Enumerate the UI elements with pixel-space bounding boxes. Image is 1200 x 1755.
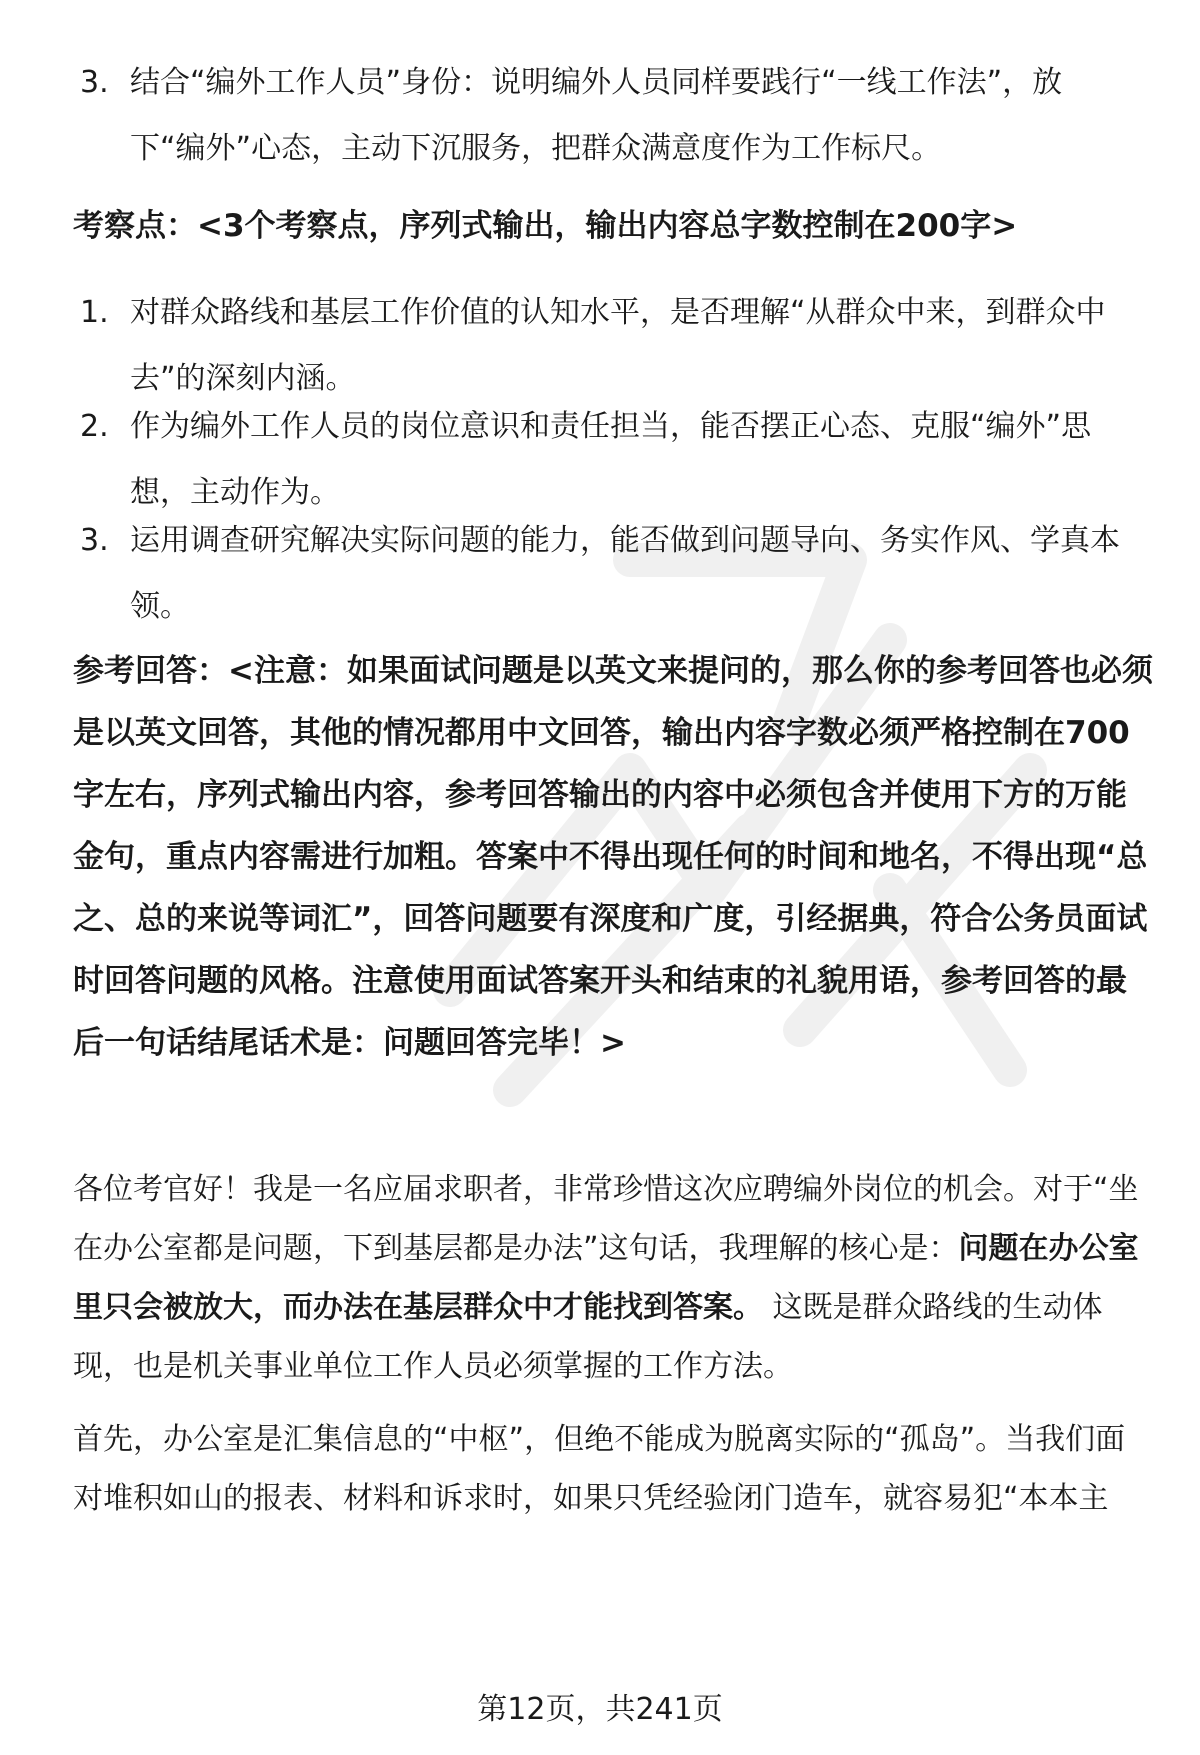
list-item-number: 1. xyxy=(80,295,109,330)
list-item xyxy=(80,50,1130,182)
list-item xyxy=(80,280,1130,412)
top-list xyxy=(80,50,1130,182)
list-item-text: 作为编外工作人员的岗位意识和责任担当，能否摆正心态、克服“编外”思想，主动作为。 xyxy=(130,409,1092,510)
points-list xyxy=(80,280,1130,640)
answer-emphasis: 问题在办公室里只会被放大，而办法在基层群众中才能找到答案。 xyxy=(73,1231,1139,1325)
list-item xyxy=(80,508,1130,640)
answer-text: 各位考官好！我是一名应届求职者，非常珍惜这次应聘编外岗位的机会。对于“坐在办公室都是问题，下到基层都是办法”这句话，我理解的核心是： xyxy=(73,1172,1139,1266)
answer-paragraph-1 xyxy=(73,1160,1153,1396)
list-item-text: 结合“编外工作人员”身份：说明编外人员同样要践行“一线工作法”，放下“编外”心态，主动下沉服务，把群众满意度作为工作标尺。 xyxy=(130,65,1063,166)
answer-paragraph-2: 首先，办公室是汇集信息的“中枢”，但绝不能成为脱离实际的“孤岛”。当我们面对堆积如山的报表、材料和诉求时，如果只凭经验闭门造车，就容易犯“本本主 xyxy=(73,1422,1126,1516)
list-item-number: 3. xyxy=(80,65,109,100)
list-item-text: 对群众路线和基层工作价值的认知水平，是否理解“从群众中来，到群众中去”的深刻内涵。 xyxy=(130,295,1106,396)
answer-heading: 参考回答：<注意：如果面试问题是以英文来提问的，那么你的参考回答也必须是以英文回答，其他的情况都用中文回答，输出内容字数必须严格控制在700字左右，序列式输出内容，参考回答输出的内容中必须包含并使用下方的万能金句，重点内容需进行加粗。答案中不得出现任何的时间和地名，不得出现“总之、总的来说等词汇”，回答问题要有深度和广度，引经据典，符合公务员面试时回答问题的风格。注意使用面试答案开头和结束的礼貌用语，参考回答的最后一句话结尾话术是：问题回答完毕！> xyxy=(73,653,1153,1061)
list-item xyxy=(80,394,1130,526)
list-item-text: 运用调查研究解决实际问题的能力，能否做到问题导向、务实作风、学真本领。 xyxy=(130,523,1120,624)
page-number-footer: 第12页，共241页 xyxy=(477,1692,723,1727)
points-heading: 考察点：<3个考察点，序列式输出，输出内容总字数控制在200字> xyxy=(73,208,1018,244)
answer-text: 这既是群众路线的生动体现，也是机关事业单位工作人员必须掌握的工作方法。 xyxy=(73,1290,1103,1384)
list-item-number: 2. xyxy=(80,409,109,444)
list-item-number: 3. xyxy=(80,523,109,558)
